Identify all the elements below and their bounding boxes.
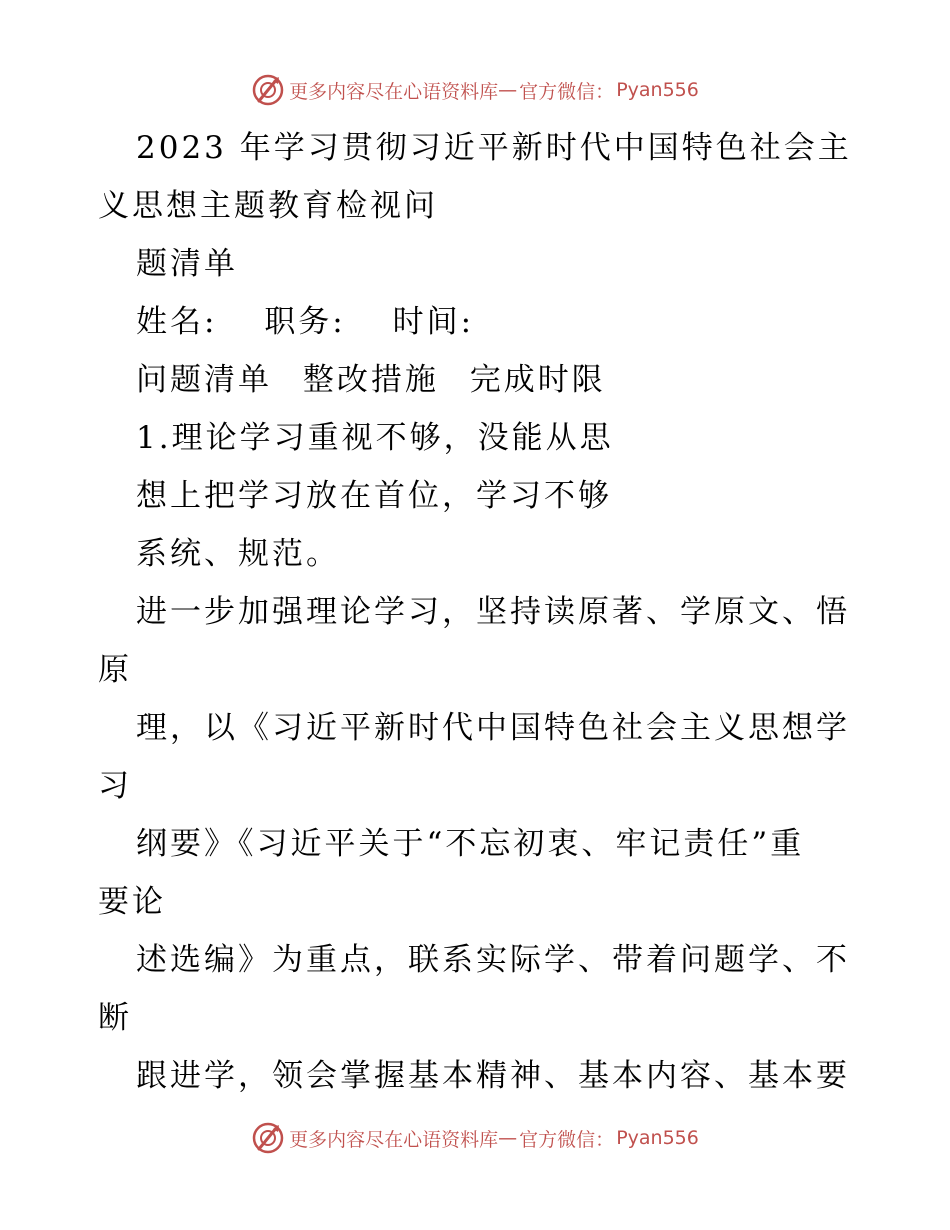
footer-wechat-label: 官方微信： <box>519 1128 615 1151</box>
measures-column-header: 整改措施 <box>302 362 439 398</box>
name-field-label: 姓名: <box>136 304 218 340</box>
measure-text-line: 述选编》为重点，联系实际学、带着问题学、不 <box>136 942 850 978</box>
title-line-1: 2023 年学习贯彻习近平新时代中国特色社会主 <box>136 130 852 166</box>
issue-text-line: 1.理论学习重视不够，没能从思 <box>136 420 614 456</box>
measure-text-line: 进一步加强理论学习，坚持读原著、学原文、悟 <box>136 594 850 630</box>
time-field-label: 时间: <box>392 304 475 340</box>
footer-banner <box>0 1118 950 1158</box>
measure-text-line: 习 <box>98 768 132 804</box>
header-slogan: 更多内容尽在心语资料库 <box>289 80 499 103</box>
title-line-2: 义思想主题教育检视问 <box>98 188 438 224</box>
info-fields <box>136 299 936 345</box>
column-headers <box>136 357 936 403</box>
measure-text-line: 纲要》《习近平关于“不忘初衷、牢记责任”重 <box>136 826 805 862</box>
logo-icon <box>251 1121 285 1155</box>
measure-text-line: 理，以《习近平新时代中国特色社会主义思想学 <box>136 710 850 746</box>
position-field-label: 职务: <box>264 304 346 340</box>
measure-text-line: 原 <box>98 652 132 688</box>
logo-icon <box>251 73 285 107</box>
header-wechat-label: 官方微信： <box>519 80 615 103</box>
footer-wechat-id: Pyan556 <box>616 1127 699 1149</box>
footer-slogan: 更多内容尽在心语资料库 <box>289 1128 499 1151</box>
issue-text-line: 想上把学习放在首位，学习不够 <box>136 478 612 514</box>
issues-column-header: 问题清单 <box>136 362 272 398</box>
measure-text-line: 断 <box>98 1000 132 1036</box>
issue-text-line: 系统、规范。 <box>136 536 340 572</box>
measure-text-line: 要论 <box>98 884 166 920</box>
header-wechat-id: Pyan556 <box>616 79 699 101</box>
footer-dash: — <box>498 1127 518 1149</box>
title-line-3: 题清单 <box>136 246 238 282</box>
deadline-column-header: 完成时限 <box>469 362 606 398</box>
header-dash: — <box>498 79 518 101</box>
header-banner <box>0 70 950 110</box>
measure-text-line: 跟进学，领会掌握基本精神、基本内容、基本要 <box>136 1058 850 1094</box>
